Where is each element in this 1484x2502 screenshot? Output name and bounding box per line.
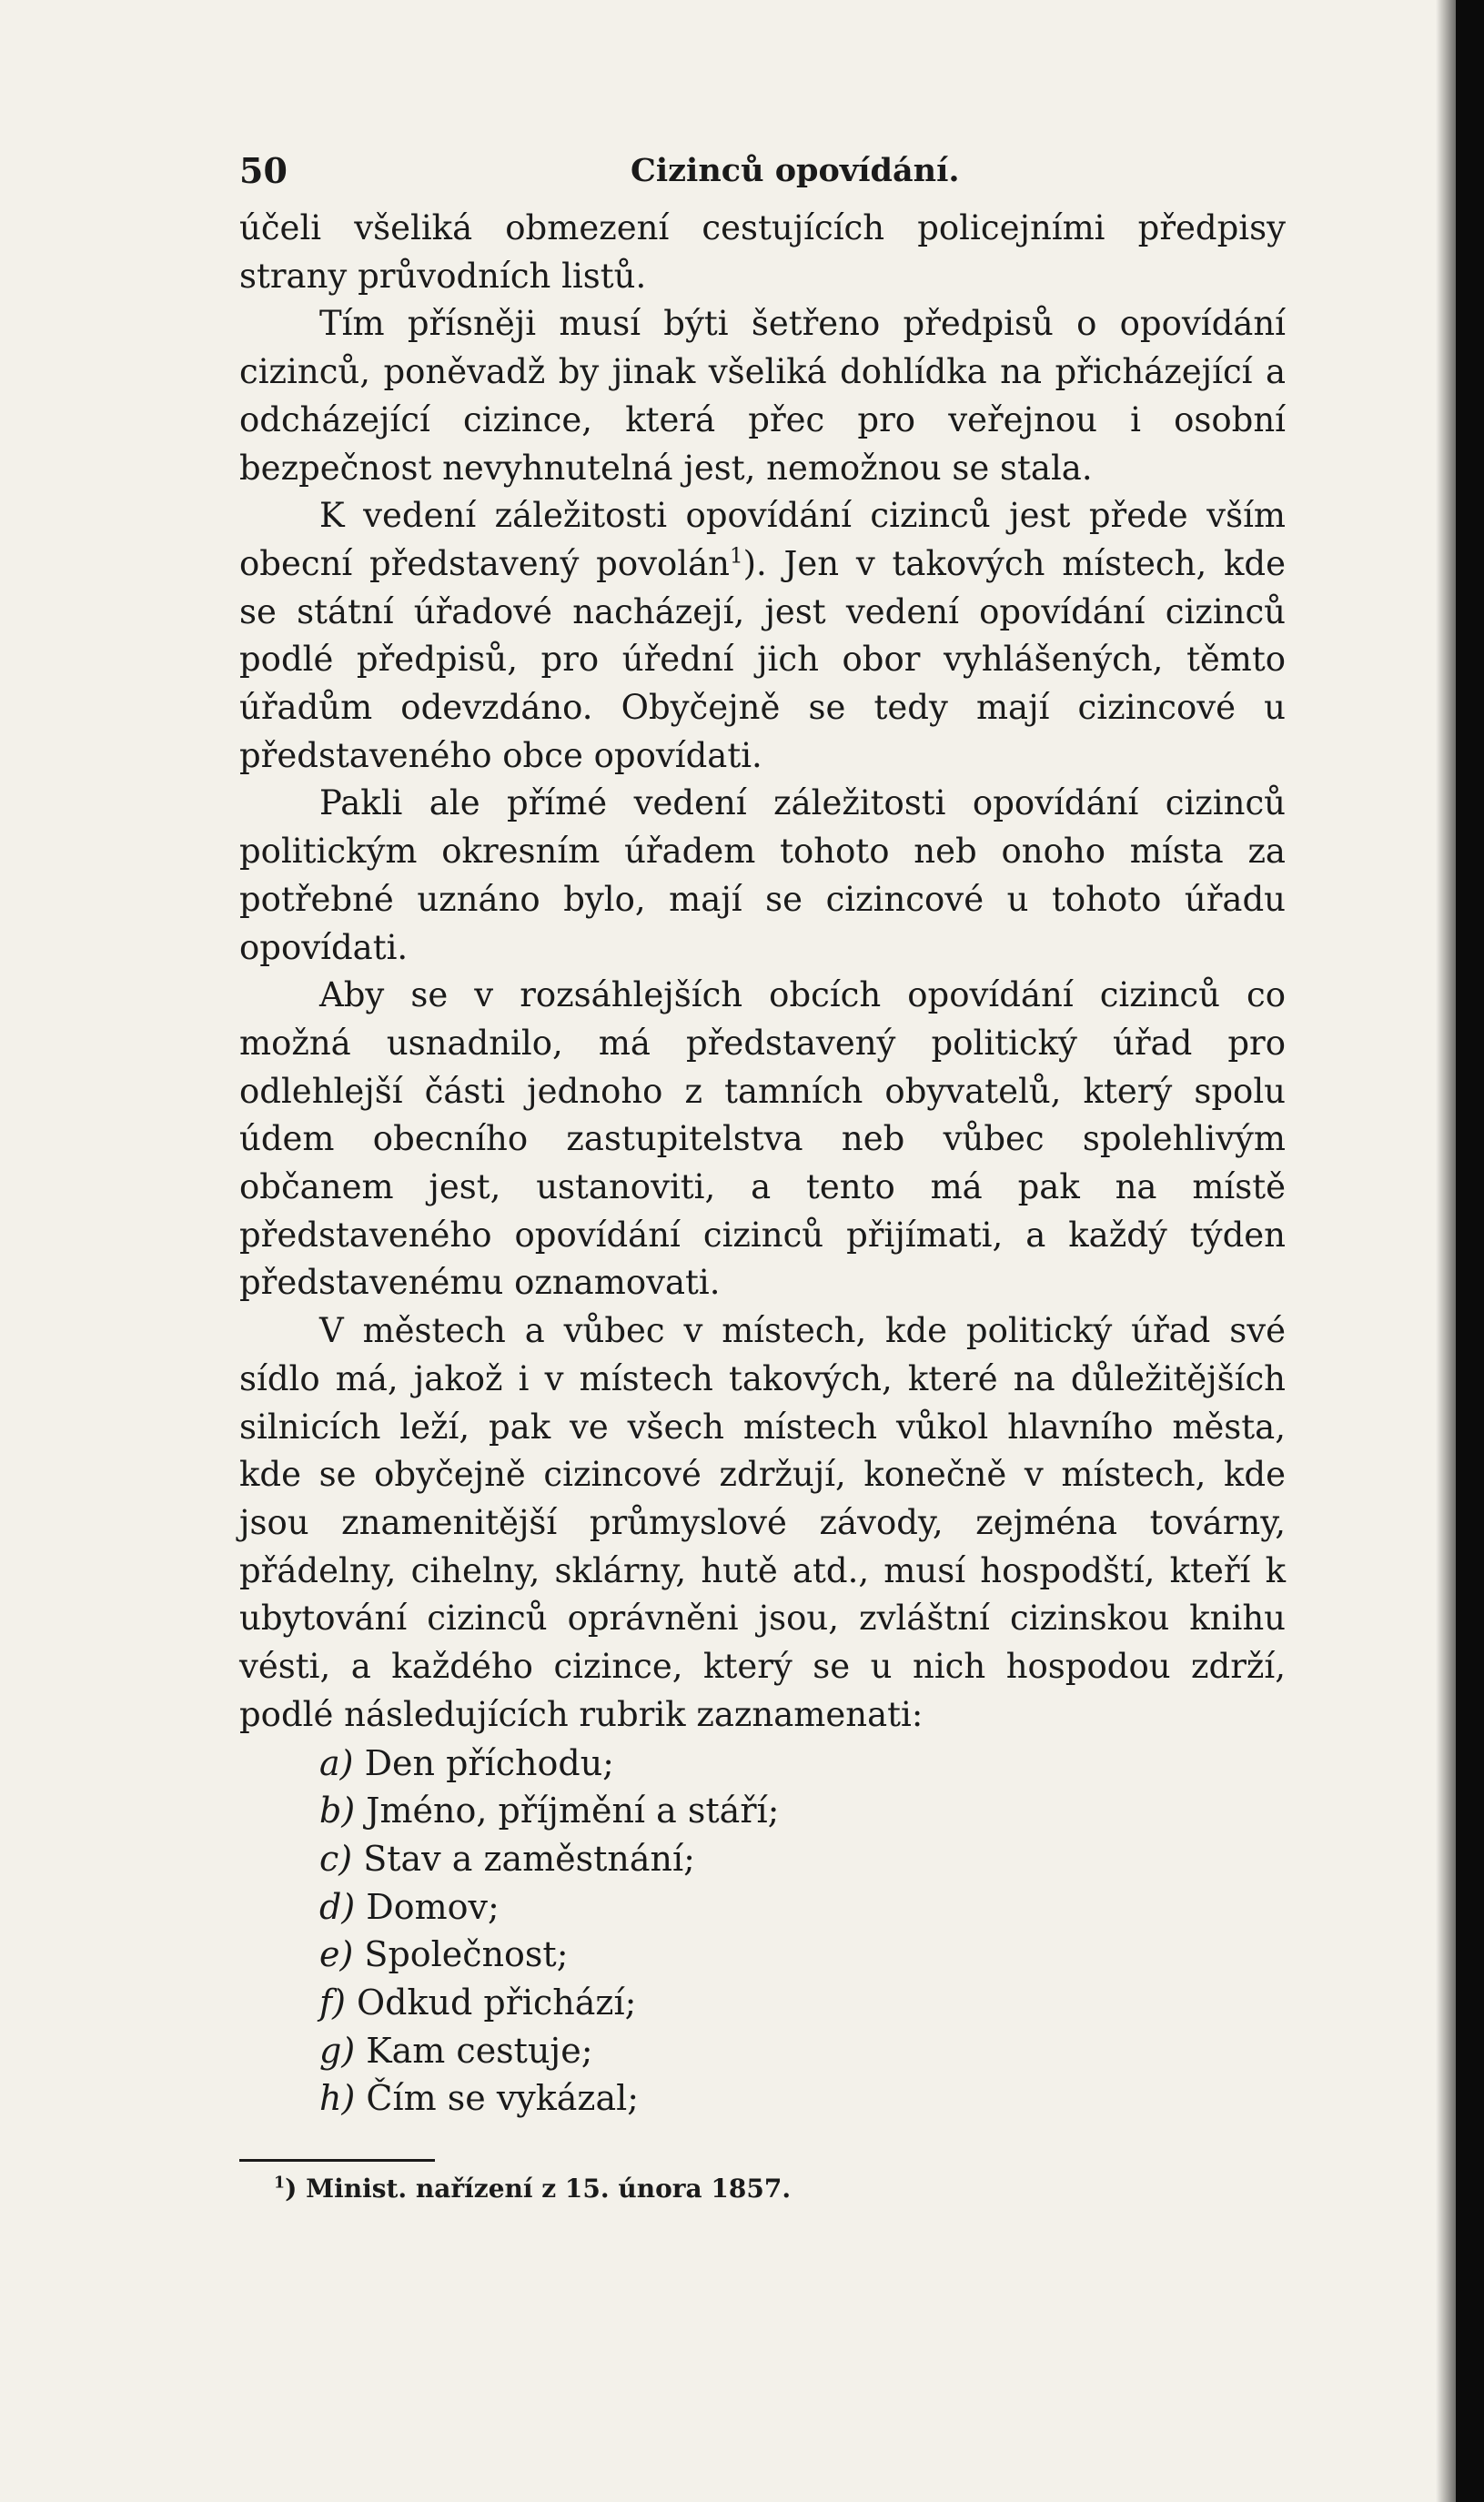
paragraph: Pakli ale přímé vedení záležitosti opovídání cizinců politickým okresním úřadem tohoto neb onoho místa za potřebné uznáno bylo, mají se cizincové u tohoto úřadu opovídati. bbox=[239, 783, 1286, 967]
rubric-list bbox=[239, 1740, 1286, 2124]
text-block bbox=[239, 150, 1286, 2207]
running-head bbox=[239, 150, 1286, 205]
footnote-reference[interactable]: 1 bbox=[730, 544, 743, 569]
list-item-text: Den příchodu; bbox=[364, 1742, 614, 1783]
footnote-marker: 1 bbox=[274, 2174, 286, 2193]
footnote-divider bbox=[239, 2159, 435, 2162]
list-item bbox=[239, 1931, 1286, 1979]
header-title: Cizinců opovídání. bbox=[631, 152, 960, 189]
footnote-text: ) Minist. nařízení z 15. února 1857. bbox=[285, 2174, 792, 2204]
list-item bbox=[239, 1835, 1286, 1883]
list-item-letter: f) bbox=[319, 1982, 346, 2023]
paragraph-text: K vedení záležitosti opovídání cizinců jest přede vším obecní představený povolán bbox=[239, 496, 1286, 583]
list-item-text: Stav a zaměstnání; bbox=[363, 1838, 695, 1879]
paragraph: Tím přísněji musí býti šetřeno předpisů o opovídání cizinců, poněvadž by jinak všeliká dohlídka na přicházející a odcházející cizince, která přec pro veřejnou i osobní bezpečnost nevyhnutelná jest, nemožnou se stala. bbox=[239, 304, 1286, 488]
page-number: 50 bbox=[239, 150, 288, 191]
list-item-letter: d) bbox=[319, 1886, 356, 1927]
list-item bbox=[239, 1787, 1286, 1835]
list-item bbox=[239, 1979, 1286, 2027]
list-item-text: Společnost; bbox=[364, 1934, 569, 1975]
list-item-letter: g) bbox=[319, 2030, 356, 2071]
list-item-text: Čím se vykázal; bbox=[366, 2078, 640, 2119]
list-item-letter: a) bbox=[319, 1742, 354, 1783]
list-item-text: Domov; bbox=[366, 1886, 500, 1927]
list-item-letter: b) bbox=[319, 1791, 356, 1831]
list-item-text: Jméno, příjmění a stáří; bbox=[366, 1791, 780, 1831]
list-item-letter: h) bbox=[319, 2078, 356, 2119]
list-item bbox=[239, 1883, 1286, 1932]
paragraph-text: ). Jen v takových místech, kde se státní úřadové nacházejí, jest vedení opovídání cizinců podlé předpisů, pro úřední jich obor vyhlášených, těmto úřadům odevzdáno. Obyčejně se tedy mají cizincové u představeného obce opovídati. bbox=[239, 543, 1286, 775]
paragraph: V městech a vůbec v místech, kde politický úřad své sídlo má, jakož i v místech takových, které na důležitějších silnicích leží, pak ve všech místech vůkol hlavního města, kde se obyčejně cizincové zdržují, konečně v místech, kde jsou znamenitější průmyslové závody, zejména továrny, přádelny, cihelny, sklárny, hutě atd., musí hospodští, kteří k ubytování cizinců oprávněni jsou, zvláštní cizinskou knihu vésti, a každého cizince, který se u nich hospodou zdrží, podlé následujících rubrik zaznamenati: bbox=[239, 1311, 1286, 1734]
list-item bbox=[239, 2027, 1286, 2075]
page-edge-shadow bbox=[1436, 0, 1456, 2502]
list-item-letter: c) bbox=[319, 1838, 353, 1879]
list-item bbox=[239, 1740, 1286, 1788]
list-item-text: Odkud přichází; bbox=[356, 1982, 637, 2023]
list-item bbox=[239, 2074, 1286, 2123]
paragraph: Aby se v rozsáhlejších obcích opovídání cizinců co možná usnadnilo, má představený politický úřad pro odlehlejší části jednoho z tamních obyvatelů, který spolu údem obecního zastupitelstva neb vůbec spolehlivým občanem jest, ustanoviti, a tento má pak na místě představeného opovídání cizinců přijímati, a každý týden představenému oznamovati. bbox=[239, 975, 1286, 1303]
list-item-letter: e) bbox=[319, 1934, 354, 1975]
list-item-text: Kam cestuje; bbox=[366, 2030, 593, 2071]
paragraph bbox=[239, 492, 1286, 780]
footnote bbox=[239, 2171, 1286, 2207]
paragraph-continued: účeli všeliká obmezení cestujících policejními předpisy strany průvodních listů. bbox=[239, 208, 1286, 296]
